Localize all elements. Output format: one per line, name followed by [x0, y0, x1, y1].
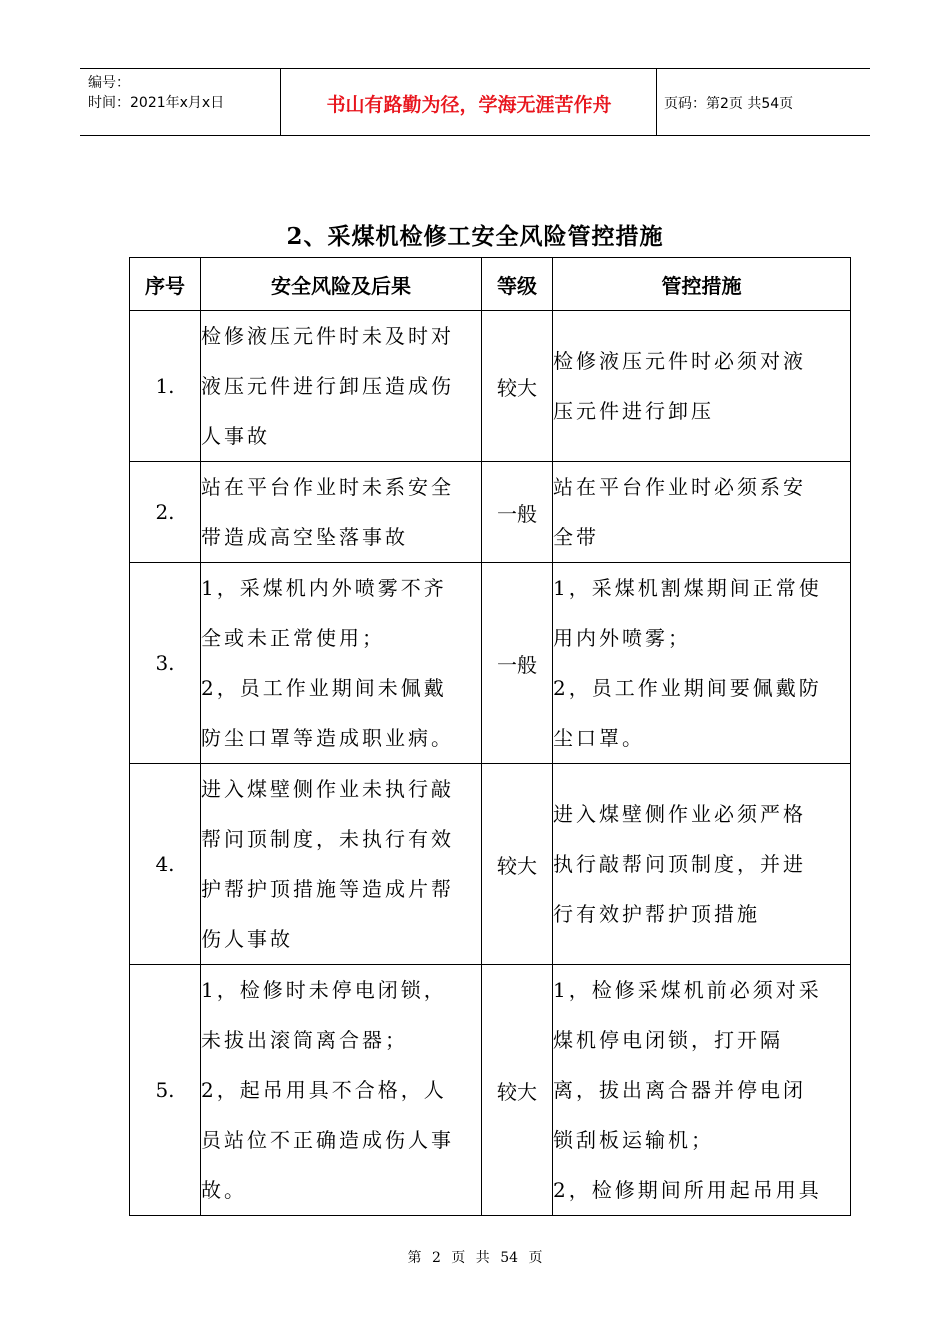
risk-line: 伤人事故: [201, 927, 293, 951]
measure-line: 离，拔出离合器并停电闭: [553, 1078, 806, 1102]
risk-cell: [201, 311, 482, 462]
measure-line: 锁刮板运输机；: [553, 1128, 714, 1152]
page-header: [80, 68, 870, 136]
header-level: 等级: [482, 258, 553, 311]
risk-line: 1，采煤机内外喷雾不齐: [201, 576, 447, 600]
measure-cell: [553, 462, 851, 563]
measure-line: 全带: [553, 525, 599, 549]
measure-line: 站在平台作业时必须系安: [553, 475, 806, 499]
row-number: 2.: [130, 462, 201, 563]
row-number: 1.: [130, 311, 201, 462]
risk-level: 一般: [482, 462, 553, 563]
measure-line: 检修液压元件时必须对液: [553, 349, 806, 373]
risk-line: 1，检修时未停电闭锁，: [201, 978, 447, 1002]
measure-line: 用内外喷雾；: [553, 626, 691, 650]
header-meta: [88, 73, 278, 113]
header-measure: 管控措施: [553, 258, 851, 311]
risk-line: 帮问顶制度，未执行有效: [201, 827, 454, 851]
measure-cell: [553, 965, 851, 1216]
risk-line: 故。: [201, 1178, 247, 1202]
risk-level: 较大: [482, 311, 553, 462]
row-number: 3.: [130, 563, 201, 764]
header-motto: 书山有路勤为径，学海无涯苦作舟: [326, 94, 612, 116]
risk-line: 人事故: [201, 424, 270, 448]
header-page-info: 页码：第2页 共54页: [664, 96, 794, 112]
measure-cell: [553, 563, 851, 764]
risk-level: 一般: [482, 563, 553, 764]
measure-line: 执行敲帮问顶制度，并进: [553, 852, 806, 876]
risk-level: 较大: [482, 764, 553, 965]
risk-cell: [201, 764, 482, 965]
measure-line: 煤机停电闭锁，打开隔: [553, 1028, 783, 1052]
risk-line: 未拔出滚筒离合器；: [201, 1028, 408, 1052]
measure-line: 进入煤壁侧作业必须严格: [553, 802, 806, 826]
document-title: 2、采煤机检修工安全风险管控措施: [286, 223, 664, 250]
table-row: [130, 965, 851, 1216]
risk-cell: [201, 965, 482, 1216]
header-divider-right: [656, 68, 657, 136]
risk-cell: [201, 462, 482, 563]
risk-line: 员站位不正确造成伤人事: [201, 1128, 454, 1152]
table-row: [130, 462, 851, 563]
risk-line: 带造成高空坠落事故: [201, 525, 408, 549]
header-date-label: 时间：2021年x月x日: [88, 95, 225, 111]
risk-line: 2，起吊用具不合格，人: [201, 1078, 447, 1102]
measure-line: 2，检修期间所用起吊用具: [553, 1178, 822, 1202]
header-bottom-rule: [80, 135, 870, 136]
risk-line: 站在平台作业时未系安全: [201, 475, 454, 499]
risk-cell: [201, 563, 482, 764]
header-divider-left: [280, 68, 281, 136]
risk-line: 全或未正常使用；: [201, 626, 385, 650]
header-risk: 安全风险及后果: [201, 258, 482, 311]
header-number-label: 编号：: [88, 75, 130, 91]
measure-line: 尘口罩。: [553, 726, 645, 750]
table-row: [130, 311, 851, 462]
page-footer: 第 2 页 共 54 页: [407, 1250, 543, 1266]
header-seq: 序号: [130, 258, 201, 311]
measure-line: 1，采煤机割煤期间正常使: [553, 576, 822, 600]
measure-line: 行有效护帮护顶措施: [553, 902, 760, 926]
risk-line: 液压元件进行卸压造成伤: [201, 374, 454, 398]
risk-line: 护帮护顶措施等造成片帮: [201, 877, 454, 901]
header-top-rule: [80, 68, 870, 69]
risk-line: 防尘口罩等造成职业病。: [201, 726, 454, 750]
risk-control-table: [129, 257, 851, 1216]
measure-line: 压元件进行卸压: [553, 399, 714, 423]
risk-level: 较大: [482, 965, 553, 1216]
table-row: [130, 563, 851, 764]
table-row: [130, 764, 851, 965]
row-number: 4.: [130, 764, 201, 965]
measure-cell: [553, 311, 851, 462]
risk-line: 检修液压元件时未及时对: [201, 324, 454, 348]
measure-line: 2，员工作业期间要佩戴防: [553, 676, 822, 700]
measure-cell: [553, 764, 851, 965]
risk-line: 2，员工作业期间未佩戴: [201, 676, 447, 700]
row-number: 5.: [130, 965, 201, 1216]
table-header-row: [130, 258, 851, 311]
risk-line: 进入煤壁侧作业未执行敲: [201, 777, 454, 801]
measure-line: 1，检修采煤机前必须对采: [553, 978, 822, 1002]
